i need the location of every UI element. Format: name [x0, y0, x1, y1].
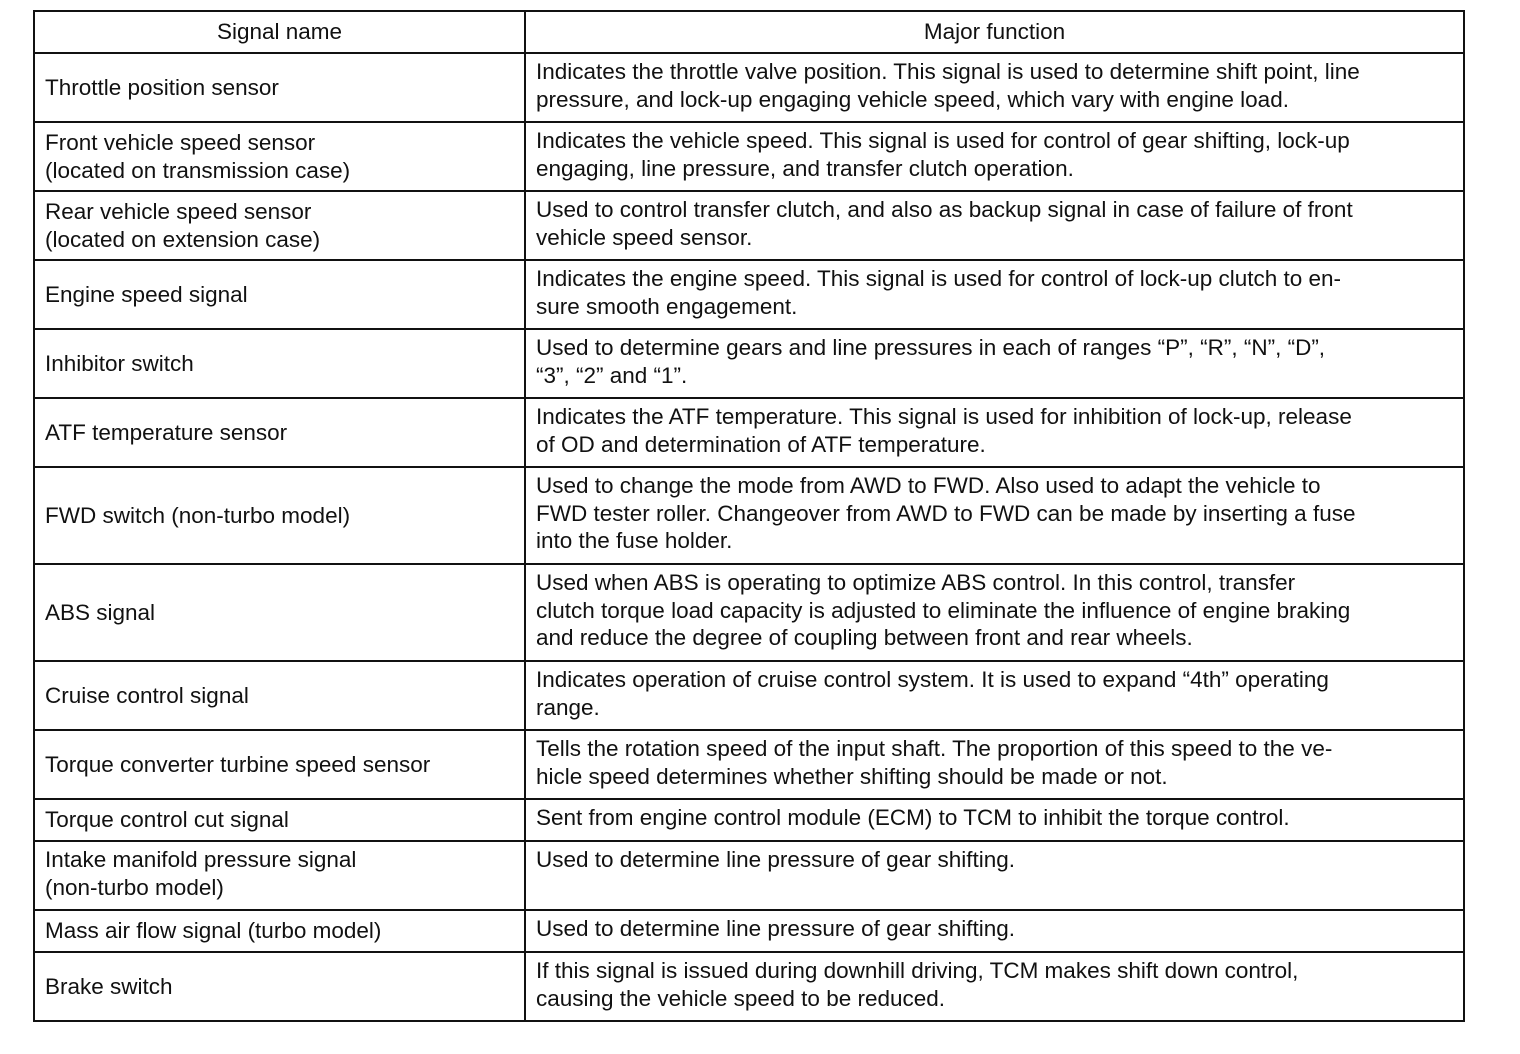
function-cell — [525, 730, 1464, 799]
function-cell — [525, 467, 1464, 564]
signal-name-line: (located on extension case) — [45, 226, 321, 252]
table-row — [34, 191, 1464, 260]
function-line: Indicates the throttle valve position. This signal is used to determine shift point, line — [536, 59, 1360, 84]
signal-name-cell — [34, 841, 525, 910]
table-row — [34, 467, 1464, 564]
signal-function-table — [33, 10, 1465, 1022]
signal-name-cell — [34, 564, 525, 661]
signal-name-line: Intake manifold pressure signal — [45, 847, 357, 872]
function-line: Used to determine line pressure of gear shifting. — [536, 916, 1016, 941]
function-line: FWD tester roller. Changeover from AWD to FWD can be made by inserting a fuse — [536, 500, 1356, 526]
table-row — [34, 730, 1464, 799]
function-line: If this signal is issued during downhill driving, TCM makes shift down control, — [536, 958, 1299, 983]
function-cell — [525, 122, 1464, 191]
table-row — [34, 841, 1464, 910]
table-row — [34, 564, 1464, 661]
signal-name-line: Torque control cut signal — [45, 807, 289, 833]
function-line: Indicates the vehicle speed. This signal is used for control of gear shifting, lock-up — [536, 128, 1350, 153]
table-row — [34, 122, 1464, 191]
signal-name-cell — [34, 467, 525, 564]
function-cell — [525, 661, 1464, 730]
function-cell — [525, 329, 1464, 398]
function-cell — [525, 398, 1464, 467]
table-row — [34, 53, 1464, 122]
function-cell — [525, 564, 1464, 661]
table-header-row — [34, 11, 1464, 53]
table-row — [34, 398, 1464, 467]
signal-name-line: Inhibitor switch — [45, 350, 194, 376]
signal-name-line: ATF temperature sensor — [45, 419, 288, 445]
signal-name-line: Engine speed signal — [45, 281, 248, 307]
function-line: causing the vehicle speed to be reduced. — [536, 985, 946, 1011]
function-cell — [525, 841, 1464, 910]
signal-name-line: ABS signal — [45, 599, 156, 625]
function-line: Tells the rotation speed of the input shaft. The proportion of this speed to the ve- — [536, 736, 1333, 761]
function-line: Indicates operation of cruise control system. It is used to expand “4th” operating — [536, 667, 1329, 692]
signal-name-cell — [34, 799, 525, 841]
function-line: vehicle speed sensor. — [536, 224, 753, 250]
function-line: Indicates the ATF temperature. This signal is used for inhibition of lock-up, release — [536, 404, 1352, 429]
signal-name-line: Mass air flow signal (turbo model) — [45, 918, 382, 944]
header-major-function: Major function — [525, 11, 1464, 53]
function-line: Used when ABS is operating to optimize ABS control. In this control, transfer — [536, 570, 1296, 595]
signal-name-line: FWD switch (non-turbo model) — [45, 502, 351, 528]
table-row — [34, 329, 1464, 398]
signal-name-cell — [34, 329, 525, 398]
header-signal-name: Signal name — [34, 11, 525, 53]
function-line: “3”, “2” and “1”. — [536, 362, 688, 388]
function-line: clutch torque load capacity is adjusted to eliminate the influence of engine braking — [536, 597, 1351, 623]
signal-name-line: Front vehicle speed sensor — [45, 130, 316, 155]
table-row — [34, 661, 1464, 730]
signal-name-line: Rear vehicle speed sensor — [45, 199, 312, 224]
signal-name-line: (located on transmission case) — [45, 157, 351, 183]
signal-name-cell — [34, 260, 525, 329]
function-line: into the fuse holder. — [536, 528, 733, 553]
function-line: Used to determine line pressure of gear shifting. — [536, 847, 1016, 872]
signal-name-cell — [34, 53, 525, 122]
table-row — [34, 260, 1464, 329]
function-cell — [525, 53, 1464, 122]
function-line: hicle speed determines whether shifting should be made or not. — [536, 763, 1168, 789]
signal-name-cell — [34, 191, 525, 260]
function-line: of OD and determination of ATF temperature. — [536, 431, 986, 457]
signal-name-cell — [34, 398, 525, 467]
function-line: Used to control transfer clutch, and also as backup signal in case of failure of front — [536, 197, 1353, 222]
function-line: pressure, and lock-up engaging vehicle speed, which vary with engine load. — [536, 86, 1289, 112]
function-line: range. — [536, 694, 600, 720]
signal-name-cell — [34, 910, 525, 952]
signal-name-line: Cruise control signal — [45, 682, 249, 708]
signal-name-cell — [34, 122, 525, 191]
signal-name-line: Throttle position sensor — [45, 74, 279, 100]
function-line: sure smooth engagement. — [536, 293, 798, 319]
table-row — [34, 799, 1464, 841]
table-row — [34, 910, 1464, 952]
signal-name-cell — [34, 661, 525, 730]
function-line: Sent from engine control module (ECM) to TCM to inhibit the torque control. — [536, 805, 1290, 830]
signal-name-cell — [34, 952, 525, 1021]
table-row — [34, 952, 1464, 1021]
function-line: Indicates the engine speed. This signal is used for control of lock-up clutch to en- — [536, 266, 1342, 291]
function-line: and reduce the degree of coupling between front and rear wheels. — [536, 625, 1193, 650]
function-cell — [525, 799, 1464, 841]
function-line: engaging, line pressure, and transfer clutch operation. — [536, 155, 1074, 181]
signal-name-line: (non-turbo model) — [45, 874, 224, 900]
function-line: Used to change the mode from AWD to FWD. Also used to adapt the vehicle to — [536, 473, 1321, 498]
function-line: Used to determine gears and line pressures in each of ranges “P”, “R”, “N”, “D”, — [536, 335, 1326, 360]
signal-name-cell — [34, 730, 525, 799]
function-cell — [525, 260, 1464, 329]
function-cell — [525, 191, 1464, 260]
signal-name-line: Brake switch — [45, 973, 173, 999]
function-cell — [525, 952, 1464, 1021]
signal-name-line: Torque converter turbine speed sensor — [45, 751, 431, 777]
function-cell — [525, 910, 1464, 952]
